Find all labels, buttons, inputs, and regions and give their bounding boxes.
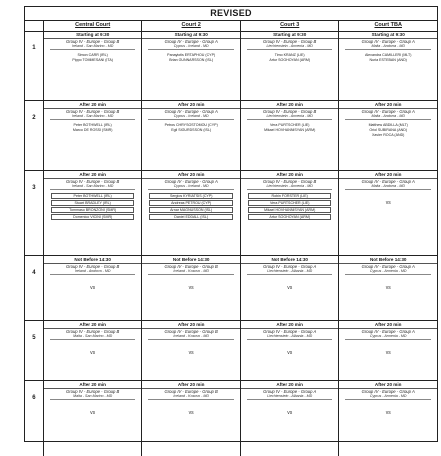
official-name: Petros CHRYSOSTOMOU (CYP)	[164, 122, 218, 127]
schedule-row	[25, 31, 437, 101]
official-name: Panayiotis ERTAPHOU (CYP)	[167, 52, 216, 57]
match-time: Starting at 9:30	[241, 32, 339, 39]
vs-placeholder: vs	[385, 284, 391, 291]
official-name: Nuria ESTEBAN (AND)	[369, 57, 407, 62]
official-name: Egil SIGURDSSON (ISL)	[171, 127, 212, 132]
match-teams: Malta - Andorra - MD	[345, 114, 431, 120]
match-time: After 20 min	[339, 172, 437, 179]
match-group: Group IV - Europe - Group A	[361, 263, 415, 269]
match-cell	[338, 31, 437, 100]
vs-placeholder: vs	[385, 199, 391, 206]
match-cell	[240, 101, 339, 170]
match-time: Not Before 14:30	[241, 257, 339, 264]
match-group: Group IV - Europe - Group A	[361, 38, 415, 44]
official-name: Artur SOGHOYAN (ARM)	[269, 57, 311, 62]
match-cell	[240, 171, 339, 255]
match-teams: Iceland - Kosovo - MD	[148, 269, 234, 275]
match-time: Not Before 14:30	[339, 257, 437, 264]
match-teams: Ireland - Andorra - MD	[50, 269, 136, 275]
match-cell	[141, 101, 240, 170]
match-cell	[338, 321, 437, 380]
order-number: 5	[32, 335, 36, 341]
official-name: Arnar MAGNUSSON (ISL)	[149, 207, 233, 213]
vs-placeholder: vs	[188, 409, 194, 416]
match-cell	[43, 31, 142, 100]
match-teams: Cyprus - Armenia - MD	[345, 394, 431, 400]
match-group: Group IV - Europe - Group B	[66, 178, 120, 184]
official-name: Peter BOTHWELL (IRL)	[73, 122, 112, 127]
match-group: Group IV - Europe - Group B	[263, 178, 317, 184]
official-name: Simon CARR (IRL)	[77, 52, 108, 57]
official-name: Oriol SUBIRANA (AND)	[369, 127, 408, 132]
match-cell	[240, 256, 339, 320]
match-cell	[338, 171, 437, 255]
match-cell	[141, 31, 240, 100]
official-list	[341, 123, 435, 138]
match-group: Group IV - Europe - Group A	[263, 263, 317, 269]
match-cell	[43, 321, 142, 380]
official-list	[46, 193, 140, 220]
official-name: Peter BOTHWELL (IRL)	[51, 193, 135, 199]
match-time: After 20 min	[44, 172, 142, 179]
vs-placeholder: vs	[385, 409, 391, 416]
match-cell	[338, 256, 437, 320]
match-cell	[141, 256, 240, 320]
order-number: 1	[32, 45, 36, 51]
match-cell	[43, 256, 142, 320]
official-name: Pippo TOMMESANI (ITA)	[72, 57, 113, 62]
match-cell	[43, 101, 142, 170]
match-time: After 20 min	[241, 102, 339, 109]
court-header: Central Court	[43, 21, 142, 31]
match-teams: Cyprus - Armenia - MD	[345, 334, 431, 340]
match-cell	[240, 31, 339, 100]
official-list	[341, 53, 435, 63]
schedule-row	[25, 171, 437, 256]
match-teams: Ireland - San Marino - MD	[50, 184, 136, 190]
match-time: After 20 min	[241, 172, 339, 179]
vs-placeholder: vs	[287, 349, 293, 356]
match-time: After 20 min	[44, 382, 142, 389]
match-teams: Cyprus - Armenia - MD	[345, 269, 431, 275]
official-name: Stuart BRADLEY (IRL)	[51, 200, 135, 206]
order-number: 3	[32, 185, 36, 191]
official-name: Vera PURTSCHER (LIE)	[269, 122, 310, 127]
match-time: Not Before 14:30	[142, 257, 240, 264]
vs-placeholder: vs	[90, 284, 96, 291]
schedule-row	[25, 321, 437, 381]
match-cell	[43, 171, 142, 255]
match-time: After 20 min	[142, 102, 240, 109]
court-header: Court 2	[141, 21, 240, 31]
official-name: Tommaso BRONZONI (SMR)	[51, 207, 135, 213]
vs-placeholder: vs	[188, 349, 194, 356]
official-name: Daniel EDDALL (ISL)	[149, 214, 233, 220]
match-group: Group IV - Europe - Group B	[66, 328, 120, 334]
match-time: Starting at 9:30	[142, 32, 240, 39]
official-name: Artur SOGHOYAN (ARM)	[248, 214, 332, 220]
official-name: Robin FORSTER (LIE)	[248, 193, 332, 199]
match-group: Group IV - Europe - Group B	[263, 108, 317, 114]
official-list	[46, 53, 140, 63]
match-time: After 20 min	[142, 382, 240, 389]
match-group: Group IV - Europe - Group A	[263, 328, 317, 334]
match-group: Group IV - Europe - Group A	[164, 108, 218, 114]
official-list	[144, 123, 238, 133]
match-group: Group IV - Europe - Group A	[361, 388, 415, 394]
official-name: Sergios KYRIATSIS (CYP)	[149, 193, 233, 199]
match-teams: Ireland - San Marino - MD	[50, 44, 136, 50]
official-name: Timo KRANZ (LIE)	[274, 52, 305, 57]
match-teams: Liechtenstein - Armenia - MD	[247, 114, 333, 120]
match-group: Group IV - Europe - Group B	[164, 328, 218, 334]
match-teams: Malta - San Marino - MD	[50, 334, 136, 340]
order-number: 4	[32, 270, 36, 276]
sheet-title: REVISED	[25, 7, 437, 21]
match-time: After 20 min	[241, 322, 339, 329]
official-list	[144, 193, 238, 220]
match-teams: Liechtenstein - Albania - MD	[247, 269, 333, 275]
official-name: Matthew ABDILLA (MLT)	[368, 122, 408, 127]
official-list	[46, 123, 140, 133]
row-number-header	[25, 21, 43, 31]
match-teams: Ireland - San Marino - MD	[50, 114, 136, 120]
official-list	[144, 53, 238, 63]
match-group: Group IV - Europe - Group B	[66, 108, 120, 114]
match-group: Group IV - Europe - Group B	[164, 388, 218, 394]
match-time: After 20 min	[142, 322, 240, 329]
vs-placeholder: vs	[90, 409, 96, 416]
match-group: Group IV - Europe - Group A	[361, 178, 415, 184]
official-name: Mikael HOVHANNISYAN (ARM)	[248, 207, 332, 213]
vs-placeholder: vs	[287, 284, 293, 291]
match-teams: Cyprus - Iceland - MD	[148, 184, 234, 190]
match-time: After 20 min	[44, 102, 142, 109]
match-cell	[240, 321, 339, 380]
official-list	[243, 123, 337, 133]
match-group: Group IV - Europe - Group A	[361, 328, 415, 334]
order-number: 6	[32, 395, 36, 401]
match-group: Group IV - Europe - Group B	[164, 263, 218, 269]
match-time: Starting at 9:30	[339, 32, 437, 39]
official-name: Andreas PETROU (CYP)	[149, 200, 233, 206]
match-time: After 20 min	[339, 322, 437, 329]
vs-placeholder: vs	[90, 349, 96, 356]
match-teams: Cyprus - Iceland - MD	[148, 44, 234, 50]
match-group: Group IV - Europe - Group A	[263, 388, 317, 394]
match-teams: Liechtenstein - Armenia - MD	[247, 44, 333, 50]
match-group: Group IV - Europe - Group A	[164, 38, 218, 44]
match-time: After 20 min	[339, 102, 437, 109]
schedule-row	[25, 256, 437, 321]
official-name: Alexandra CAMILLERI (MLT)	[364, 52, 412, 57]
match-group: Group IV - Europe - Group B	[66, 388, 120, 394]
match-teams: Liechtenstein - Albania - MD	[247, 394, 333, 400]
official-name: Domenico VICINI (SMR)	[51, 214, 135, 220]
official-name: Marco DE ROSSI (SMR)	[72, 127, 113, 132]
match-teams: Liechtenstein - Armenia - MD	[247, 184, 333, 190]
vs-placeholder: vs	[188, 284, 194, 291]
match-teams: Cyprus - Iceland - MD	[148, 114, 234, 120]
schedule-row	[25, 101, 437, 171]
match-cell	[141, 171, 240, 255]
match-teams: Liechtenstein - Albania - MD	[247, 334, 333, 340]
match-group: Group IV - Europe - Group B	[66, 263, 120, 269]
match-time: Starting at 9:30	[44, 32, 142, 39]
order-number: 2	[32, 115, 36, 121]
match-group: Group IV - Europe - Group A	[361, 108, 415, 114]
match-group: Group IV - Europe - Group B	[263, 38, 317, 44]
match-group: Group IV - Europe - Group A	[164, 178, 218, 184]
schedule-rows	[25, 31, 437, 441]
match-teams: Iceland - Kosovo - MD	[148, 394, 234, 400]
match-time: After 20 min	[241, 382, 339, 389]
match-time: Not Before 14:30	[44, 257, 142, 264]
official-name: Mikael HOVHANNISYAN (ARM)	[264, 127, 316, 132]
match-time: After 20 min	[44, 322, 142, 329]
court-header: Court TBA	[338, 21, 437, 31]
official-list	[243, 193, 337, 220]
vs-placeholder: vs	[287, 409, 293, 416]
official-name: Xavier ROCA (AND)	[372, 132, 405, 137]
match-cell	[141, 321, 240, 380]
match-cell	[338, 101, 437, 170]
match-group: Group IV - Europe - Group B	[66, 38, 120, 44]
match-teams: Malta - San Marino - MD	[50, 394, 136, 400]
match-teams: Iceland - Kosovo - MD	[148, 334, 234, 340]
official-list	[243, 53, 337, 63]
order-of-play-sheet	[24, 6, 438, 442]
match-teams: Malta - Andorra - MD	[345, 44, 431, 50]
official-name: Vera PURTSCHER (LIE)	[248, 200, 332, 206]
match-time: After 20 min	[142, 172, 240, 179]
match-teams: Malta - Andorra - MD	[345, 184, 431, 190]
vs-placeholder: vs	[385, 349, 391, 356]
court-header: Court 3	[240, 21, 339, 31]
official-name: Brian GUNNARSSON (ISL)	[169, 57, 214, 62]
match-time: After 20 min	[339, 382, 437, 389]
